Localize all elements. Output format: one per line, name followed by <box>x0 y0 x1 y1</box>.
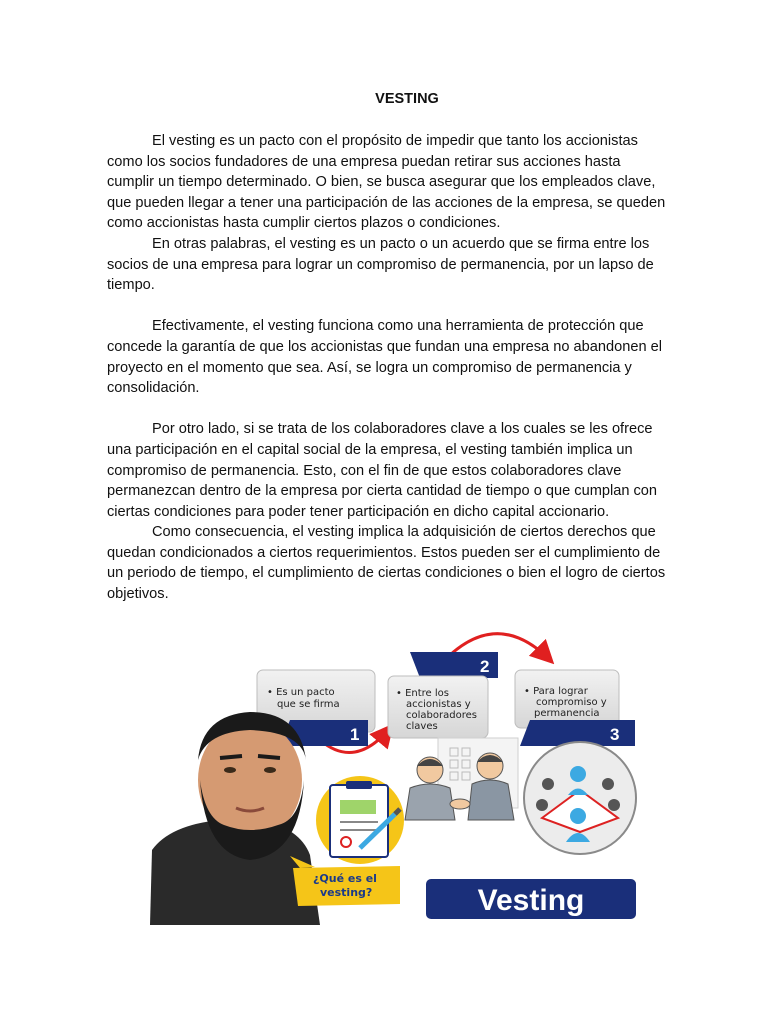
step-3-line: compromiso y <box>536 697 607 708</box>
step-1-line: • Es un pacto <box>267 687 335 698</box>
step-2-line: claves <box>406 721 438 732</box>
document-body <box>107 131 667 605</box>
question-badge <box>290 856 400 906</box>
step-card-3 <box>515 670 635 746</box>
banner-label: Vesting <box>477 884 585 917</box>
document-title: VESTING <box>375 91 439 107</box>
step-1-line: que se firma <box>277 699 340 710</box>
step-3-line: • Para lograr <box>524 686 588 697</box>
step-3-line: permanencia <box>534 708 600 719</box>
vesting-banner <box>426 879 636 919</box>
step-2-line: colaboradores <box>406 710 477 721</box>
step-2-number: 2 <box>480 657 490 676</box>
infographic-illustration <box>150 620 650 925</box>
step-card-2 <box>388 652 498 738</box>
paragraph-gap <box>107 296 667 317</box>
step-3-number: 3 <box>610 725 620 744</box>
paragraph-1: El vesting es un pacto con el propósito de impedir que tanto los accionistas como los socios fundadores de una empresa puedan retirar sus acciones hasta cumplir un tiempo determinado. O bien, se busca asegurar que los empleados clave, que pueden llegar a tener una participación de las acciones de la empresa, se queden como accionistas hasta cumplir ciertos plazos o condiciones. <box>107 133 666 232</box>
step-1-number: 1 <box>350 725 360 744</box>
contract-icon <box>316 776 404 864</box>
paragraph-2: En otras palabras, el vesting es un pacto o un acuerdo que se firma entre los socios de una empresa para lograr un compromiso de permanencia, por un lapso de tiempo. <box>107 235 654 294</box>
meeting-icon <box>524 742 636 854</box>
paragraph-3: Efectivamente, el vesting funciona como una herramienta de protección que concede la garantía de que los accionistas que fundan una empresa no abandonen el proyecto en el momento que sea. Así, se logra un compromiso de permanencia y consolidación. <box>107 318 662 397</box>
handshake-icon <box>405 738 518 820</box>
paragraph-gap <box>107 399 667 420</box>
paragraph-5: Como consecuencia, el vesting implica la adquisición de ciertos derechos que quedan condicionados a ciertos requerimientos. Estos pueden ser el cumplimiento de un periodo de tiempo, el cumplimiento de ciertas condiciones o bien el logro de ciertos objetivos. <box>107 524 666 603</box>
question-line: vesting? <box>320 886 373 899</box>
step-2-line: • Entre los <box>396 688 449 699</box>
paragraph-4: Por otro lado, si se trata de los colaboradores clave a los cuales se les ofrece una participación en el capital social de la empresa, el vesting también implica un compromiso de permanencia. Esto, con el fin de que estos colaboradores clave permanezcan dentro de la empresa por cierta cantidad de tiempo o que cumplan con ciertas condiciones para poder tener participación en dicho capital accionario. <box>107 421 658 520</box>
question-line: ¿Qué es el <box>313 872 377 885</box>
vesting-infographic <box>150 620 650 925</box>
step-2-line: accionistas y <box>406 699 471 710</box>
